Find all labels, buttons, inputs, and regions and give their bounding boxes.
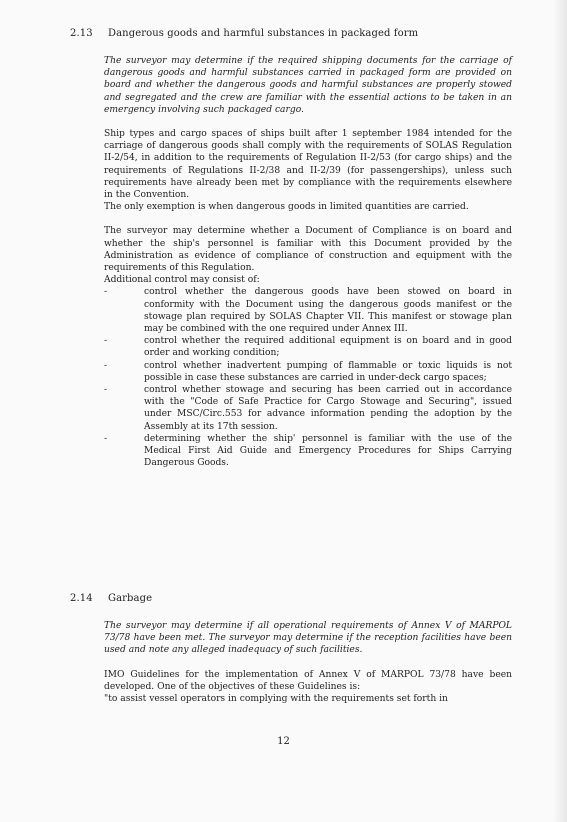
list-item [104, 335, 512, 359]
list-item-text: control whether the dangerous goods have been stowed on board in conformity with the Document using the dangerous goods manifest or the stowage plan required by SOLAS Chapter VII. This manifest or stowage plan may be combined with the one required under Annex III. [144, 287, 512, 335]
list-item [104, 360, 512, 384]
additional-control-list [104, 286, 512, 469]
section-2-13-para1: Ship types and cargo spaces of ships built after 1 september 1984 intended for the carriage of dangerous goods shall comply with the requirements of SOLAS Regulation II-2/54, in addition to the requirements of Regulation II-2/53 (for cargo ships) and the requirements of Regulations II-2/38 and II-2/39 (for passengerships), unless such requirements have already been met by compliance with the requirements elsewhere in the Convention. [104, 129, 512, 201]
bullet-marker: - [104, 433, 108, 444]
section-title: Garbage [108, 593, 153, 604]
section-2-14-body [104, 620, 512, 705]
section-2-13-para2b: Additional control may consist of: [104, 275, 260, 286]
bullet-marker: - [104, 287, 108, 298]
section-number: 2.14 [70, 593, 93, 604]
bullet-marker: - [104, 385, 108, 396]
bullet-marker: - [104, 336, 108, 347]
section-2-14-heading [70, 593, 152, 604]
bullet-marker: - [104, 360, 108, 371]
section-number: 2.13 [70, 28, 93, 39]
section-2-13-heading [70, 28, 418, 39]
list-item [104, 433, 512, 470]
page-number: 12 [277, 736, 290, 747]
list-item-text: determining whether the ship' personnel is familiar with the use of the Medical First Aid Guide and Emergency Procedures for Ships Carrying Dangerous Goods. [144, 433, 512, 469]
section-2-13-intro: The surveyor may determine if the required shipping documents for the carriage of dangerous goods and harmful substances carried in packaged form are provided on board and whether the dangerous goods and harmful substances are properly stowed and segregated and the crew are familiar with the essential actions to be taken in an emergency involving such packaged cargo. [104, 56, 512, 115]
list-item-text: control whether stowage and securing has been carried out in accordance with the "Code of Safe Practice for Cargo Stowage and Securing", issued under MSC/Circ.553 for advance information pending the adoption by the Assembly at its 17th session. [144, 385, 512, 432]
section-2-14-para2: "to assist vessel operators in complying with the requirements set forth in [104, 694, 448, 705]
list-item-text: control whether the required additional equipment is on board and in good order and working condition; [144, 336, 512, 359]
section-title: Dangerous goods and harmful substances in packaged form [108, 28, 419, 39]
section-2-13-body [104, 55, 512, 470]
section-2-13-para1b: The only exemption is when dangerous goods in limited quantities are carried. [104, 202, 469, 213]
scan-edge-shadow [553, 0, 567, 822]
section-2-14-para1: IMO Guidelines for the implementation of Annex V of MARPOL 73/78 have been developed. One of the objectives of these Guidelines is: [104, 669, 512, 692]
section-2-13-para2: The surveyor may determine whether a Document of Compliance is on board and whether the ship's personnel is familiar with this Document provided by the Administration as evidence of compliance of construction and equipment with the requirements of this Regulation. [104, 226, 512, 274]
list-item-text: control whether inadvertent pumping of flammable or toxic liquids is not possible in case these substances are carried in under-deck cargo spaces; [144, 360, 512, 383]
list-item [104, 384, 512, 433]
section-2-14-intro: The surveyor may determine if all operational requirements of Annex V of MARPOL 73/78 have been met. The surveyor may determine if the reception facilities have been used and note any alleged inadequacy of such facilities. [104, 621, 512, 656]
list-item [104, 286, 512, 335]
